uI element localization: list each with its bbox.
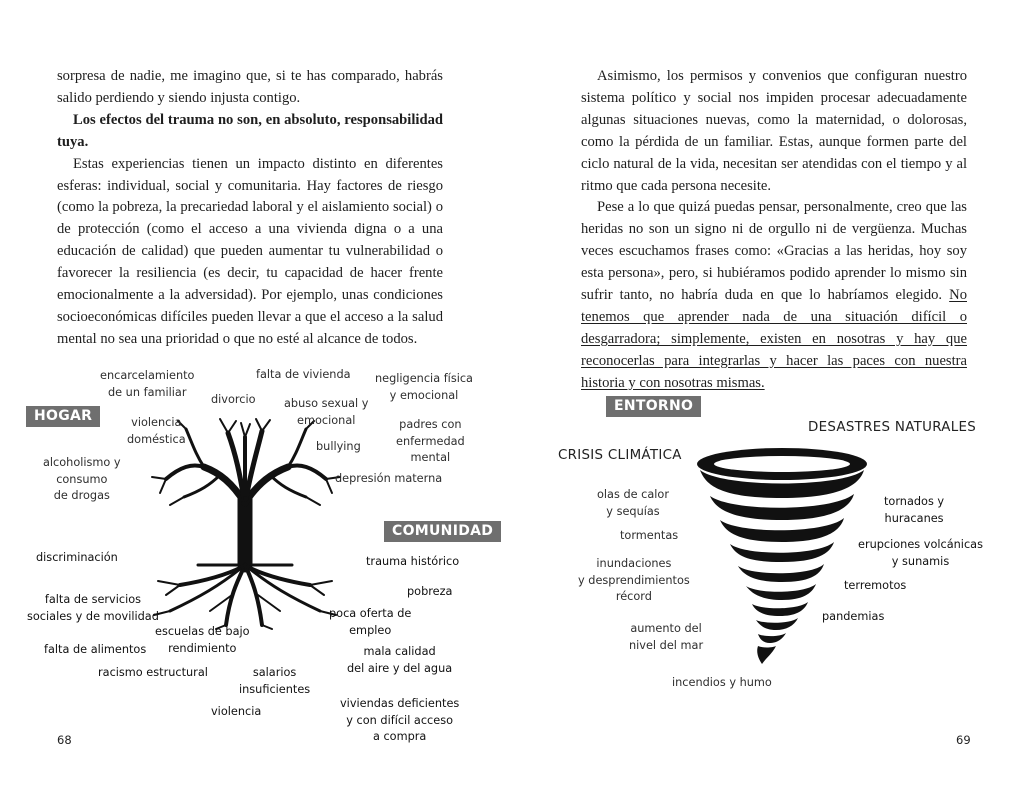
- label-tormentas: tormentas: [620, 529, 679, 542]
- label-trauma-historico: trauma histórico: [366, 555, 460, 568]
- label-pandemias: pandemias: [822, 610, 885, 623]
- label-tornados: tornados y huracanes: [884, 495, 945, 525]
- label-bullying: bullying: [316, 440, 361, 453]
- right-paragraph-2: Pese a lo que quizá puedas pensar, personalmente, creo que las heridas no son un signo ni de orgullo ni de vergüenza. Muchas veces escuchamos frases como: «Gracias a las heridas, hoy soy esta persona», pero, si hubiéramos podido aprender lo mismo sin sufrir tanto, no habría duda en que lo habríamos elegido. No tenemos que aprender nada de una situación difícil o desgarradora; simplemente, existen en nosotras y hay que reconocerlas para integrarlas y hacer las paces con nuestra historia y con nosotras mismas.: [581, 199, 967, 391]
- label-padres: padres con enfermedad mental: [396, 418, 465, 465]
- label-terremotos: terremotos: [844, 579, 907, 592]
- label-inundaciones: inundaciones y desprendimientos récord: [578, 557, 690, 604]
- label-escuelas: escuelas de bajo rendimiento: [155, 625, 250, 655]
- right-body-text: [581, 66, 967, 395]
- left-paragraph-3: Estas experiencias tienen un impacto distinto en diferentes esferas: individual, social y comunitaria. Hay factores de riesgo (como la pobreza, la precariedad laboral y el aislamiento social) o de protección (como el acceso a una vivienda digna o a una educación de calidad) que pueden aumentar tu vulnerabilidad o favorecer la resiliencia (es decir, tu capacidad de hacer frente emocionalmente a la adversidad). Por ejemplo, unas condiciones socioeconómicas difíciles pueden llevar a que el acceso a la salud mental no sea una prioridad o que no esté al alcance de todos.: [57, 155, 443, 347]
- label-violencia-domestica: violencia doméstica: [127, 416, 186, 446]
- entorno-tag: ENTORNO: [606, 396, 701, 417]
- label-erupciones: erupciones volcánicas y sunamis: [858, 538, 983, 568]
- caption-crisis: CRISIS CLIMÁTICA: [558, 448, 682, 463]
- label-negligencia: negligencia física y emocional: [375, 372, 473, 402]
- label-encarcelamiento: encarcelamiento de un familiar: [100, 369, 195, 399]
- label-falta-servicios: falta de servicios sociales y de movilidad: [27, 593, 159, 623]
- underlined-passage: No tenemos que aprender nada de una situación difícil o desgarradora; simplemente, existen en nosotras y hay que reconocerlas para integrarlas y hacer las paces con nuestra historia y con nosotras mismas.: [581, 287, 967, 391]
- label-abuso: abuso sexual y emocional: [284, 397, 369, 427]
- tornado-illustration: [692, 444, 872, 668]
- left-paragraph-bold: Los efectos del trauma no son, en absoluto, responsabilidad tuya.: [57, 111, 443, 150]
- label-alcoholismo: alcoholismo y consumo de drogas: [43, 456, 121, 503]
- hogar-tag: HOGAR: [26, 406, 100, 427]
- label-aumento: aumento del nivel del mar: [629, 622, 704, 652]
- right-page-number: 69: [956, 733, 971, 747]
- right-paragraph-1: Asimismo, los permisos y convenios que configuran nuestro sistema político y social nos impiden procesar adecuadamente algunas situaciones nuevas, como la maternidad, o dolorosas, como la pérdida de un familiar. Estas, aunque formen parte del ciclo natural de la vida, necesitan ser atendidas con el tiempo y al ritmo que cada persona necesite.: [581, 68, 967, 194]
- right-page: [512, 0, 1024, 785]
- left-page-number: 68: [57, 733, 72, 747]
- label-poca-oferta: poca oferta de empleo: [329, 607, 412, 637]
- label-pobreza: pobreza: [407, 585, 453, 598]
- label-depresion: depresión materna: [335, 472, 443, 485]
- label-divorcio: divorcio: [211, 393, 256, 406]
- label-viviendas: viviendas deficientes y con difícil acceso a compra: [340, 697, 460, 744]
- caption-desastres: DESASTRES NATURALES: [808, 420, 977, 435]
- label-mala-calidad: mala calidad del aire y del agua: [347, 645, 453, 675]
- label-racismo: racismo estructural: [98, 666, 208, 679]
- label-incendios: incendios y humo: [672, 676, 772, 689]
- label-falta-vivienda: falta de vivienda: [256, 368, 351, 381]
- label-olas: olas de calor y sequías: [597, 488, 669, 518]
- label-violencia: violencia: [211, 705, 262, 718]
- label-discriminacion: discriminación: [36, 551, 118, 564]
- comunidad-tag: COMUNIDAD: [384, 521, 501, 542]
- label-falta-alimentos: falta de alimentos: [44, 643, 147, 656]
- label-salarios: salarios insuficientes: [239, 666, 311, 696]
- left-body-text: [57, 66, 443, 351]
- left-paragraph-1: sorpresa de nadie, me imagino que, si te has comparado, habrás salido perdiendo y siendo injusta contigo.: [57, 68, 443, 106]
